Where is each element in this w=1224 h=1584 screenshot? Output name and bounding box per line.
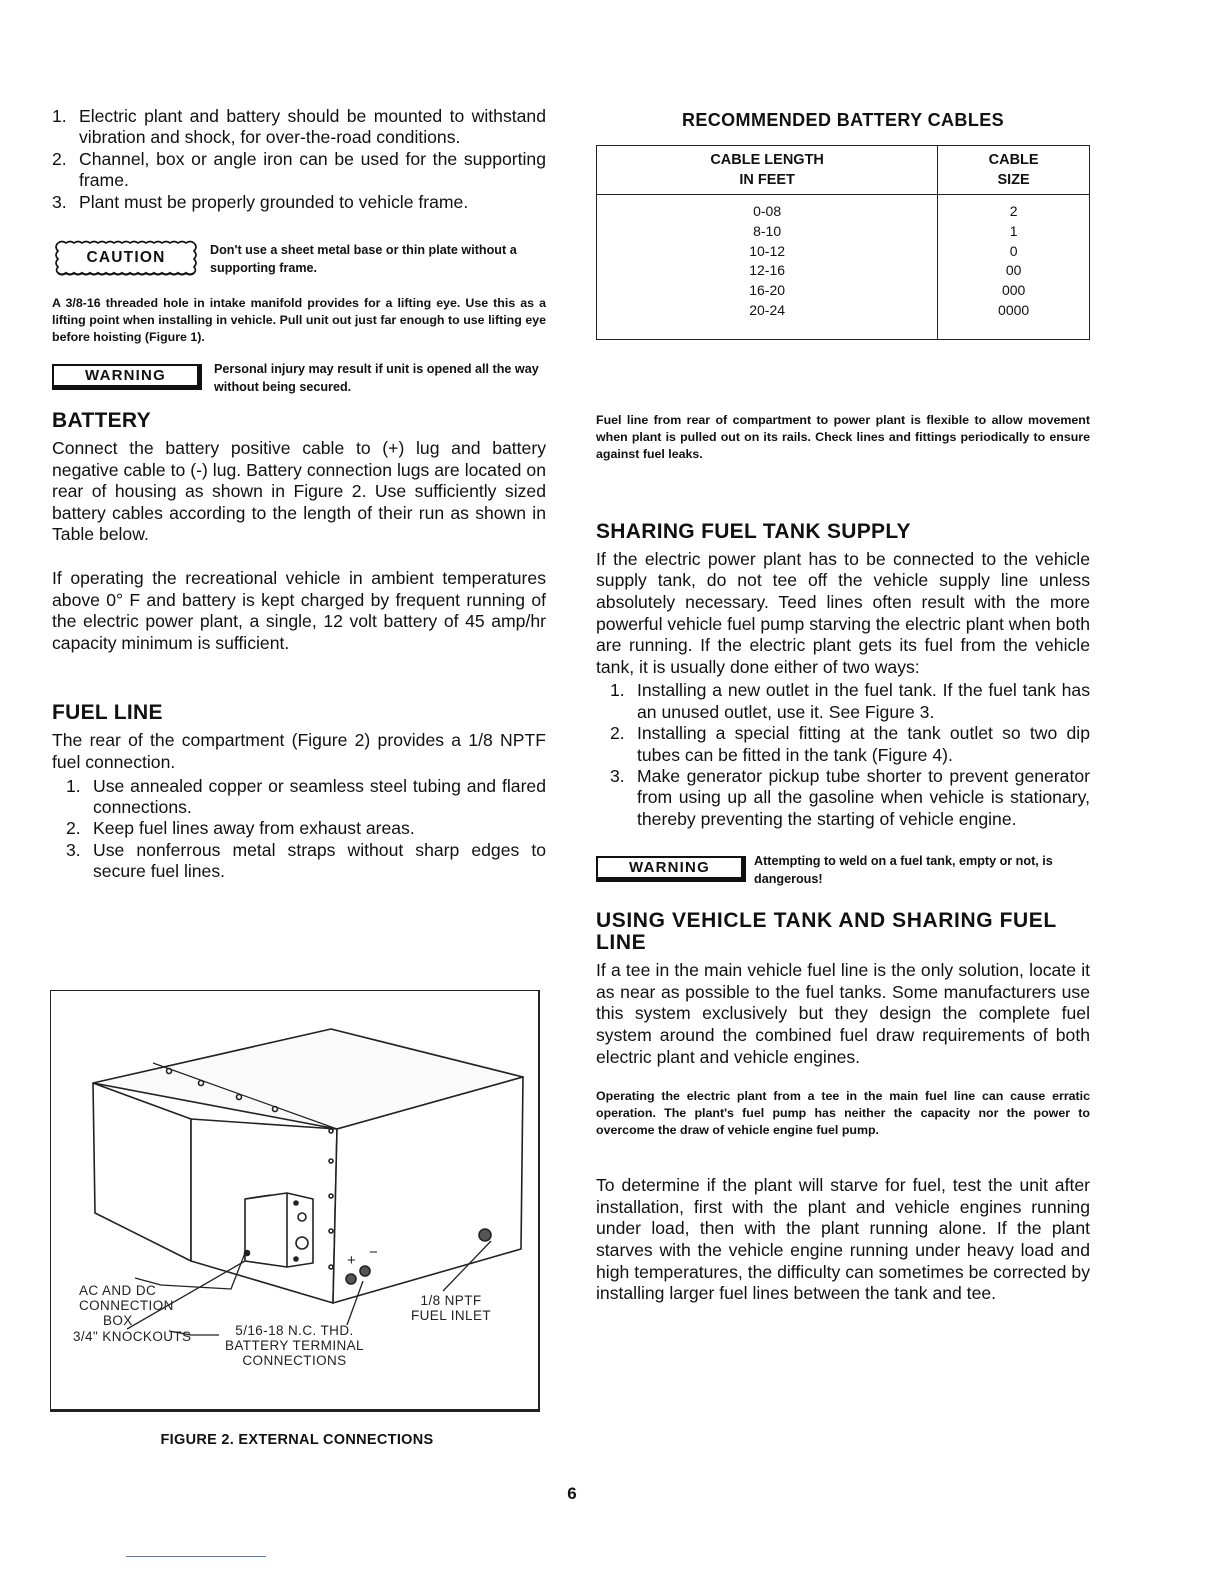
left-column	[52, 106, 546, 883]
starve-test-paragraph: To determine if the plant will starve for fuel, test the unit after installation, first with the plant and vehicle engines running under load, then with the plant running alone. If the plant starves with the vehicle engine running under heavy load and high temperatures, the difficulty can sometimes be corrected by installing larger fuel lines between the tank and tee.	[596, 1175, 1090, 1304]
warning-badge: WARNING	[596, 856, 746, 882]
warning-badge: WARNING	[52, 364, 202, 390]
sharing-paragraph: If the electric power plant has to be connected to the vehicle supply tank, do not tee off the vehicle supply line unless absolutely necessary. Teed lines often result with the more powerful vehicle fuel pump starving the electric plant when both are running. If the electric plant gets its fuel from the vehicle tank, it is usually done either of two ways:	[596, 548, 1090, 677]
list-item: 3. Plant must be properly grounded to vehicle frame.	[52, 191, 469, 212]
warning-text: Attempting to weld on a fuel tank, empty or not, is dangerous!	[754, 854, 1053, 887]
right-column	[596, 110, 1090, 1305]
battery-cable-table	[596, 145, 1090, 340]
minus-terminal-label: −	[369, 1244, 379, 1261]
column-header-size: CABLE SIZE	[938, 146, 1090, 195]
label-knockouts: 3/4" KNOCKOUTS	[73, 1329, 192, 1344]
figure-caption: FIGURE 2. EXTERNAL CONNECTIONS	[160, 1432, 434, 1448]
fuel-line-list	[52, 776, 546, 883]
warning-notice-weld	[596, 852, 1090, 888]
battery-heading: BATTERY	[52, 409, 151, 433]
table-row: 0-08 2	[597, 202, 1090, 222]
sharing-heading: SHARING FUEL TANK SUPPLY	[596, 519, 911, 543]
list-item: 1. Installing a new outlet in the fuel tank. If the fuel tank has an unused outlet, use it. See Figure 3.	[610, 680, 1090, 722]
list-item: 1. Electric plant and battery should be mounted to withstand vibration and shock, for over-the-road conditions.	[52, 106, 546, 148]
cables-title: RECOMMENDED BATTERY CABLES	[681, 110, 1005, 130]
list-item: 2. Channel, box or angle iron can be used for the supporting frame.	[52, 148, 546, 191]
fuel-line-heading: FUEL LINE	[52, 701, 163, 725]
table-row: 8-10 1	[597, 222, 1090, 242]
table-row: 10-12 0	[597, 242, 1090, 262]
label-ac-dc-box: AC AND DC CONNECTION BOX	[79, 1283, 174, 1328]
using-vehicle-tank-heading: USING VEHICLE TANK AND SHARING FUEL LINE	[596, 909, 1057, 955]
list-item: 1. Use annealed copper or seamless steel tubing and flared connections.	[66, 775, 546, 817]
divider	[126, 1556, 266, 1557]
list-item: 2. Installing a special fitting at the tank outlet so two dip tubes can be fitted in the tank (Figure 4).	[610, 723, 1090, 765]
list-item: 2. Keep fuel lines away from exhaust areas.	[66, 818, 415, 839]
table-row: 12-16 00	[597, 261, 1090, 281]
mounting-list	[52, 106, 546, 213]
sharing-list	[596, 680, 1090, 830]
fuel-flex-note: Fuel line from rear of compartment to power plant is flexible to allow movement when plant is pulled out on its rails. Check lines and fittings periodically to ensure against fuel leaks.	[596, 412, 1090, 461]
figure-external-connections	[50, 990, 540, 1412]
battery-paragraph-2: If operating the recreational vehicle in ambient temperatures above 0° F and battery is kept charged by frequent running of the electric power plant, a single, 12 volt battery of 45 amp/hr capacity minimum is sufficient.	[52, 568, 546, 653]
table-row: 20-24 0000	[597, 301, 1090, 339]
list-item: 3. Make generator pickup tube shorter to prevent generator from using up all the gasoline when vehicle is stationary, thereby preventing the starting of vehicle engine.	[610, 765, 1090, 829]
page-number: 6	[567, 1484, 577, 1503]
label-fuel-inlet: 1/8 NPTF FUEL INLET	[411, 1293, 492, 1323]
list-item: 3. Use nonferrous metal straps without sharp edges to secure fuel lines.	[66, 839, 546, 882]
warning-text: Personal injury may result if unit is opened all the way without being secured.	[214, 362, 539, 395]
label-battery-terminals: 5/16-18 N.C. THD. BATTERY TERMINAL CONNECTIONS	[225, 1323, 364, 1368]
caution-notice	[52, 239, 546, 277]
caution-text: Don't use a sheet metal base or thin plate without a supporting frame.	[210, 243, 517, 276]
column-header-length: CABLE LENGTH IN FEET	[597, 146, 938, 195]
fuel-line-paragraph: The rear of the compartment (Figure 2) provides a 1/8 NPTF fuel connection.	[52, 730, 546, 772]
battery-paragraph: Connect the battery positive cable to (+) lug and battery negative cable to (-) lug. Battery connection lugs are located on rear of housing as shown in Figure 2. Use sufficiently sized battery cables according to the length of their run as shown in Table below.	[52, 438, 546, 545]
warning-notice	[52, 360, 546, 396]
table-row: 16-20 000	[597, 281, 1090, 301]
using-paragraph: If a tee in the main vehicle fuel line is the only solution, locate it as near as possible to the fuel tanks. Some manufacturers use this system exclusively but they design the complete fuel system around the combined fuel draw requirements of both electric plant and vehicle engines.	[596, 960, 1090, 1067]
plus-terminal-label: +	[347, 1252, 357, 1269]
caution-badge: CAUTION	[52, 239, 200, 277]
lifting-note: A 3/8-16 threaded hole in intake manifold provides for a lifting eye. Use this as a lifting point when installing in vehicle. Pull unit out just far enough to use lifting eye before hoisting (Figure 1).	[52, 296, 546, 345]
erratic-operation-note: Operating the electric plant from a tee in the main fuel line can cause erratic operation. The plant's fuel pump has neither the capacity nor the power to overcome the draw of vehicle engine fuel pump.	[596, 1089, 1090, 1138]
